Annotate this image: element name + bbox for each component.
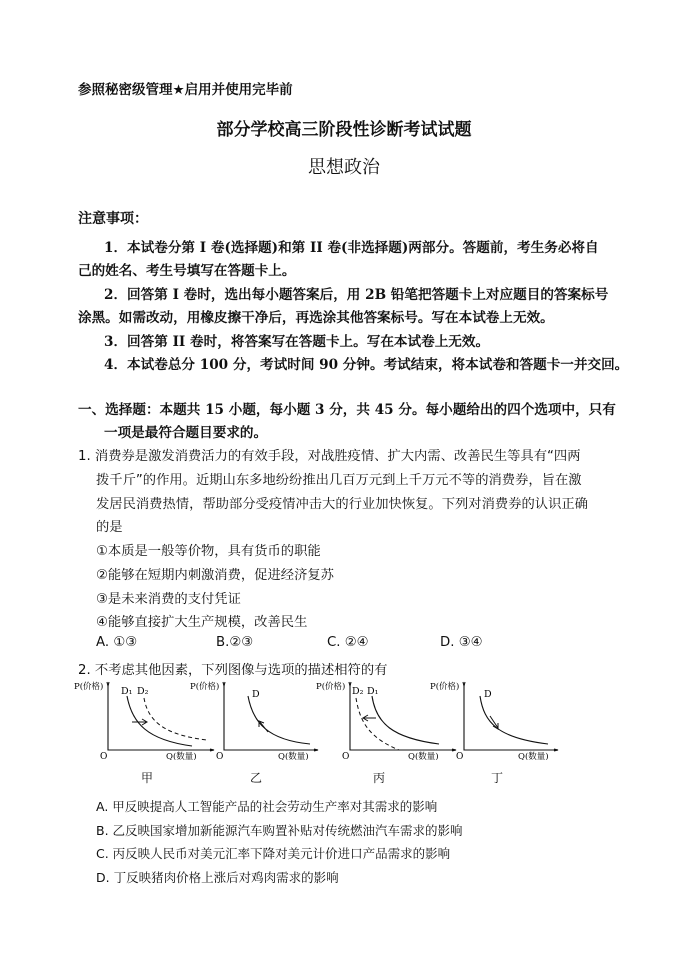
q1-line-2: 拨千斤”的作用。近期山东多地纷纷推出几百万元到上千万元不等的消费券，旨在激	[96, 473, 582, 488]
section-heading-line-2: 一项是最符合题目要求的。	[104, 425, 268, 441]
graph-yi	[188, 678, 328, 760]
graph-bing-y-label: P(价格)	[316, 682, 346, 692]
q1-option-a: A. ①③	[96, 635, 138, 650]
notice-line-1: 1．本试卷分第 I 卷(选择题)和第 II 卷(非选择题)两部分。答题前，考生务必将自	[104, 240, 599, 256]
notice-line-6: 4．本试卷总分 100 分，考试时间 90 分钟。考试结束，将本试卷和答题卡一并交回。	[104, 357, 629, 373]
q1-option-c: C. ②④	[327, 635, 369, 650]
graph-yi-origin: O	[216, 752, 224, 760]
graph-jia-curve-2: D₂	[137, 686, 149, 697]
notice-line-2: 己的姓名、考生号填写在答题卡上。	[78, 263, 296, 279]
demand-curve-d2	[356, 698, 399, 750]
demand-curve-d	[248, 696, 310, 744]
q2-stem: 2. 不考虑其他因素，下列图像与选项的描述相符的有	[78, 663, 388, 678]
graph-bing-curve-1: D₂	[352, 686, 364, 697]
q2-option-a: A. 甲反映提高人工智能产品的社会劳动生产率对其需求的影响	[96, 799, 438, 814]
graph-ding-y-label: P(价格)	[430, 682, 460, 692]
graph-yi-x-label: Q(数量)	[278, 752, 309, 760]
notice-line-4: 涂黑。如需改动，用橡皮擦干净后，再选涂其他答案标号。写在本试卷上无效。	[78, 310, 554, 326]
notice-line-3: 2．回答第 I 卷时，选出每小题答案后，用 2B 铅笔把答题卡上对应题目的答案标号	[104, 287, 609, 303]
graph-ding-curve: D	[484, 689, 492, 700]
graph-bing-x-label: Q(数量)	[408, 752, 439, 760]
secret-mark: 参照秘密级管理★启用并使用完毕前	[78, 82, 293, 98]
q1-line-3: 发居民消费热情，帮助部分受疫情冲击大的行业加快恢复。下列对消费券的认识正确	[96, 497, 588, 512]
q1-item-1: ①本质是一般等价物，具有货币的职能	[96, 544, 321, 559]
q1-line-4: 的是	[96, 520, 123, 535]
q1-item-2: ②能够在短期内刺激消费，促进经济复苏	[96, 568, 334, 583]
q2-option-b: B. 乙反映国家增加新能源汽车购置补贴对传统燃油汽车需求的影响	[96, 823, 463, 838]
q2-option-c: C. 丙反映人民币对美元汇率下降对美元计价进口产品需求的影响	[96, 846, 451, 861]
graph-yi-y-label: P(价格)	[190, 682, 220, 692]
subject-title: 思想政治	[308, 157, 380, 178]
q1-item-3: ③是未来消费的支付凭证	[96, 592, 241, 607]
graph-ding	[428, 678, 568, 760]
q1-option-d: D. ③④	[440, 635, 483, 650]
graph-bing-curve-2: D₁	[367, 686, 379, 697]
q1-item-4: ④能够直接扩大生产规模，改善民生	[96, 615, 308, 630]
demand-curve-d	[480, 696, 548, 744]
demand-curve-d1	[127, 696, 192, 746]
graph-jia-curve-1: D₁	[121, 686, 133, 697]
notice-heading: 注意事项：	[78, 211, 148, 227]
graph-bing-origin: O	[342, 752, 350, 760]
graph-bing-label: 丙	[373, 771, 386, 785]
q1-option-b: B.②③	[216, 635, 254, 650]
graph-yi-curve: D	[252, 689, 260, 700]
q1-line-1: 1. 消费券是激发消费活力的有效手段，对战胜疫情、扩大内需、改善民生等具有“四两	[78, 449, 581, 464]
graph-jia-origin: O	[100, 752, 108, 760]
notice-line-5: 3．回答第 II 卷时，将答案写在答题卡上。写在本试卷上无效。	[104, 334, 490, 350]
graph-ding-label: 丁	[491, 771, 504, 785]
q2-option-d: D. 丁反映猪肉价格上涨后对鸡肉需求的影响	[96, 870, 339, 885]
graph-jia-y-label: P(价格)	[74, 682, 104, 692]
graph-ding-axes	[464, 686, 558, 750]
graph-yi-label: 乙	[250, 771, 263, 785]
graph-jia-label: 甲	[141, 771, 154, 785]
section-heading-line-1: 一、选择题：本题共 15 小题，每小题 3 分，共 45 分。每小题给出的四个选项中，只有	[78, 402, 616, 418]
graph-ding-x-label: Q(数量)	[518, 752, 549, 760]
graph-ding-origin: O	[456, 752, 464, 760]
graph-jia-x-label: Q(数量)	[166, 752, 197, 760]
exam-title: 部分学校高三阶段性诊断考试试题	[216, 120, 472, 140]
graph-yi-axes	[224, 686, 318, 750]
